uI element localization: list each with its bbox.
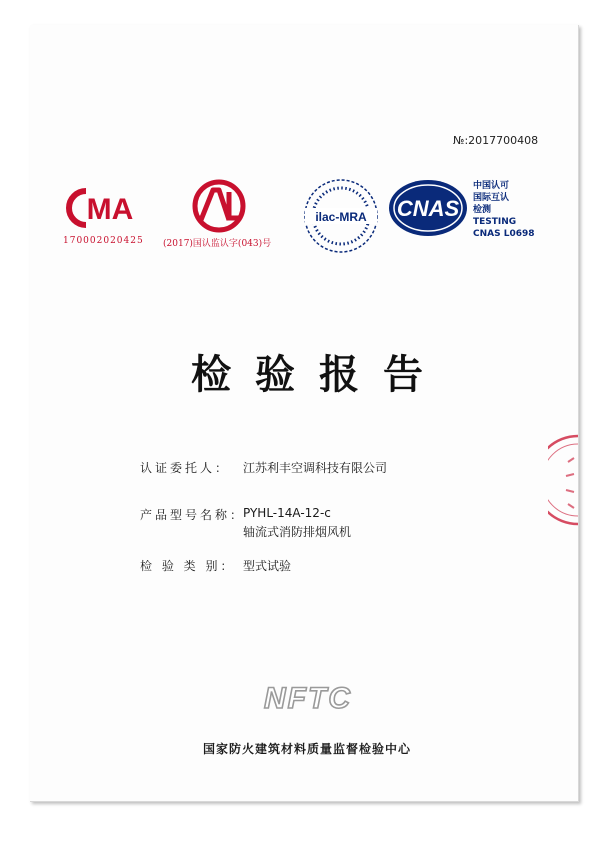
client-label: 认证委托人：	[140, 461, 231, 475]
inspection-type-label: 检 验 类 别：	[140, 559, 236, 573]
report-title: 检验报告	[191, 352, 447, 398]
report-number: №:2017700408	[453, 134, 539, 147]
cma-logo	[64, 185, 148, 231]
ilac-mra-logo	[301, 176, 381, 256]
client-field	[140, 459, 388, 476]
cnas-caption	[473, 180, 535, 240]
cnas-caption-line: TESTING	[473, 217, 517, 227]
organization-name: 国家防火建筑材料质量监督检验中心	[202, 742, 411, 756]
cnas-mark-text: CNAS	[396, 196, 460, 221]
inspection-type-field	[140, 557, 292, 574]
nftc-logo	[246, 681, 370, 715]
inspection-type-value: 型式试验	[243, 559, 292, 573]
ilac-mark-text: ilac-MRA	[315, 210, 367, 224]
cnas-caption-line: CNAS L0698	[473, 229, 535, 239]
cal-number: (2017)国认监认字(043)号	[163, 239, 272, 249]
product-model: PYHL-14A-12-c	[243, 506, 331, 520]
product-field	[140, 506, 352, 539]
cnas-logo	[386, 176, 470, 240]
cma-mark-text: MA	[86, 193, 134, 226]
cal-logo	[183, 178, 255, 234]
seal-stamp	[548, 432, 578, 528]
cnas-caption-line: 中国认可	[473, 181, 510, 191]
client-value: 江苏利丰空调科技有限公司	[243, 461, 388, 475]
cnas-caption-line: 国际互认	[473, 193, 510, 203]
product-name: 轴流式消防排烟风机	[243, 525, 352, 539]
cma-number: 170002020425	[63, 236, 144, 246]
nftc-mark-text: NFTC	[264, 682, 352, 715]
product-label: 产品型号名称：	[140, 508, 246, 522]
cnas-caption-line: 检测	[473, 205, 492, 215]
